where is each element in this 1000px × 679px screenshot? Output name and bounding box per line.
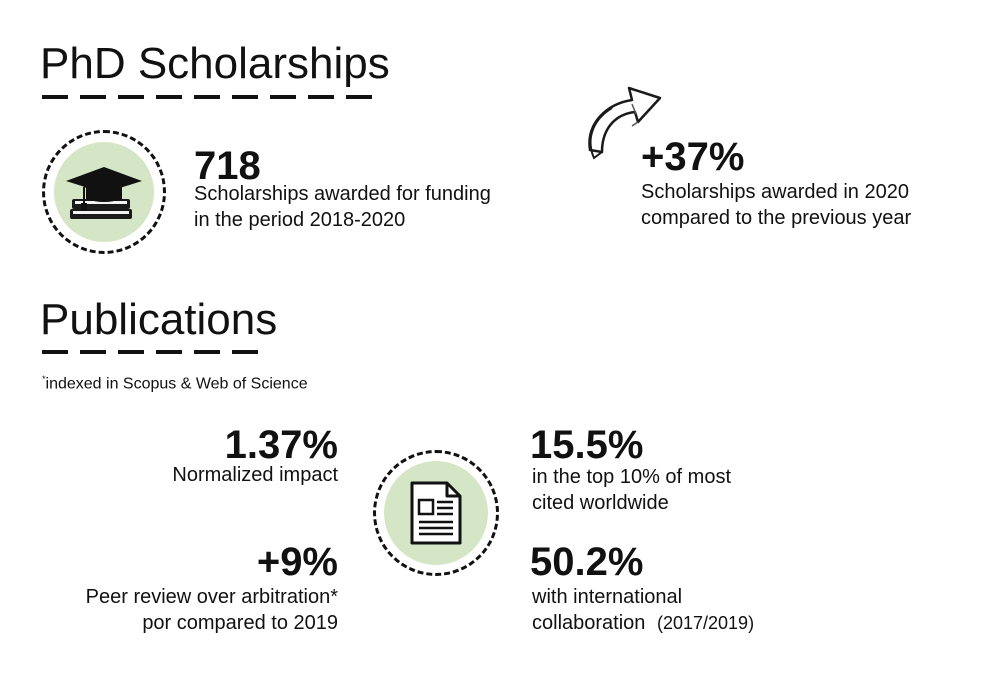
scholarships-growth-text	[641, 179, 911, 231]
international-collab-value: 50.2%	[530, 540, 644, 584]
document-icon	[409, 480, 463, 546]
scholarships-growth-line-2: compared to the previous year	[641, 207, 912, 229]
document-badge	[373, 450, 499, 576]
scholarships-awarded-value: 718	[194, 144, 261, 188]
indexing-note-marker: *	[42, 374, 46, 384]
scholarships-awarded-text	[194, 181, 491, 233]
normalized-impact-value: 1.37%	[224, 423, 338, 467]
peer-review-line-1: Peer review over arbitration*	[85, 586, 338, 608]
scholarships-growth-value: +37%	[641, 135, 745, 179]
indexing-note	[42, 375, 308, 392]
scholarships-awarded-line-1: Scholarships awarded for funding	[194, 183, 491, 205]
international-collab-text	[532, 584, 754, 636]
peer-review-value: +9%	[256, 540, 338, 584]
scholarships-growth-line-1: Scholarships awarded in 2020	[641, 181, 909, 203]
publications-title: Publications	[40, 295, 278, 344]
international-collab-line-2: collaboration	[532, 612, 646, 634]
international-collab-line-1: with international	[532, 586, 683, 608]
graduation-cap-badge	[42, 130, 166, 254]
top-cited-value: 15.5%	[530, 423, 644, 467]
indexing-note-text: indexed in Scopus & Web of Science	[45, 375, 308, 393]
scholarships-awarded-line-2: in the period 2018-2020	[194, 209, 406, 231]
peer-review-text	[86, 584, 338, 636]
international-collab-period: (2017/2019)	[656, 613, 755, 633]
scholarships-title: PhD Scholarships	[40, 39, 390, 88]
top-cited-text	[532, 464, 731, 516]
scholarships-title-underline	[42, 95, 372, 99]
peer-review-line-2: por compared to 2019	[142, 612, 338, 634]
publications-title-underline	[42, 350, 258, 354]
graduation-cap-icon	[62, 157, 146, 227]
normalized-impact-label: Normalized impact	[172, 464, 338, 486]
top-cited-line-2: cited worldwide	[532, 492, 669, 514]
top-cited-line-1: in the top 10% of most	[532, 466, 732, 488]
